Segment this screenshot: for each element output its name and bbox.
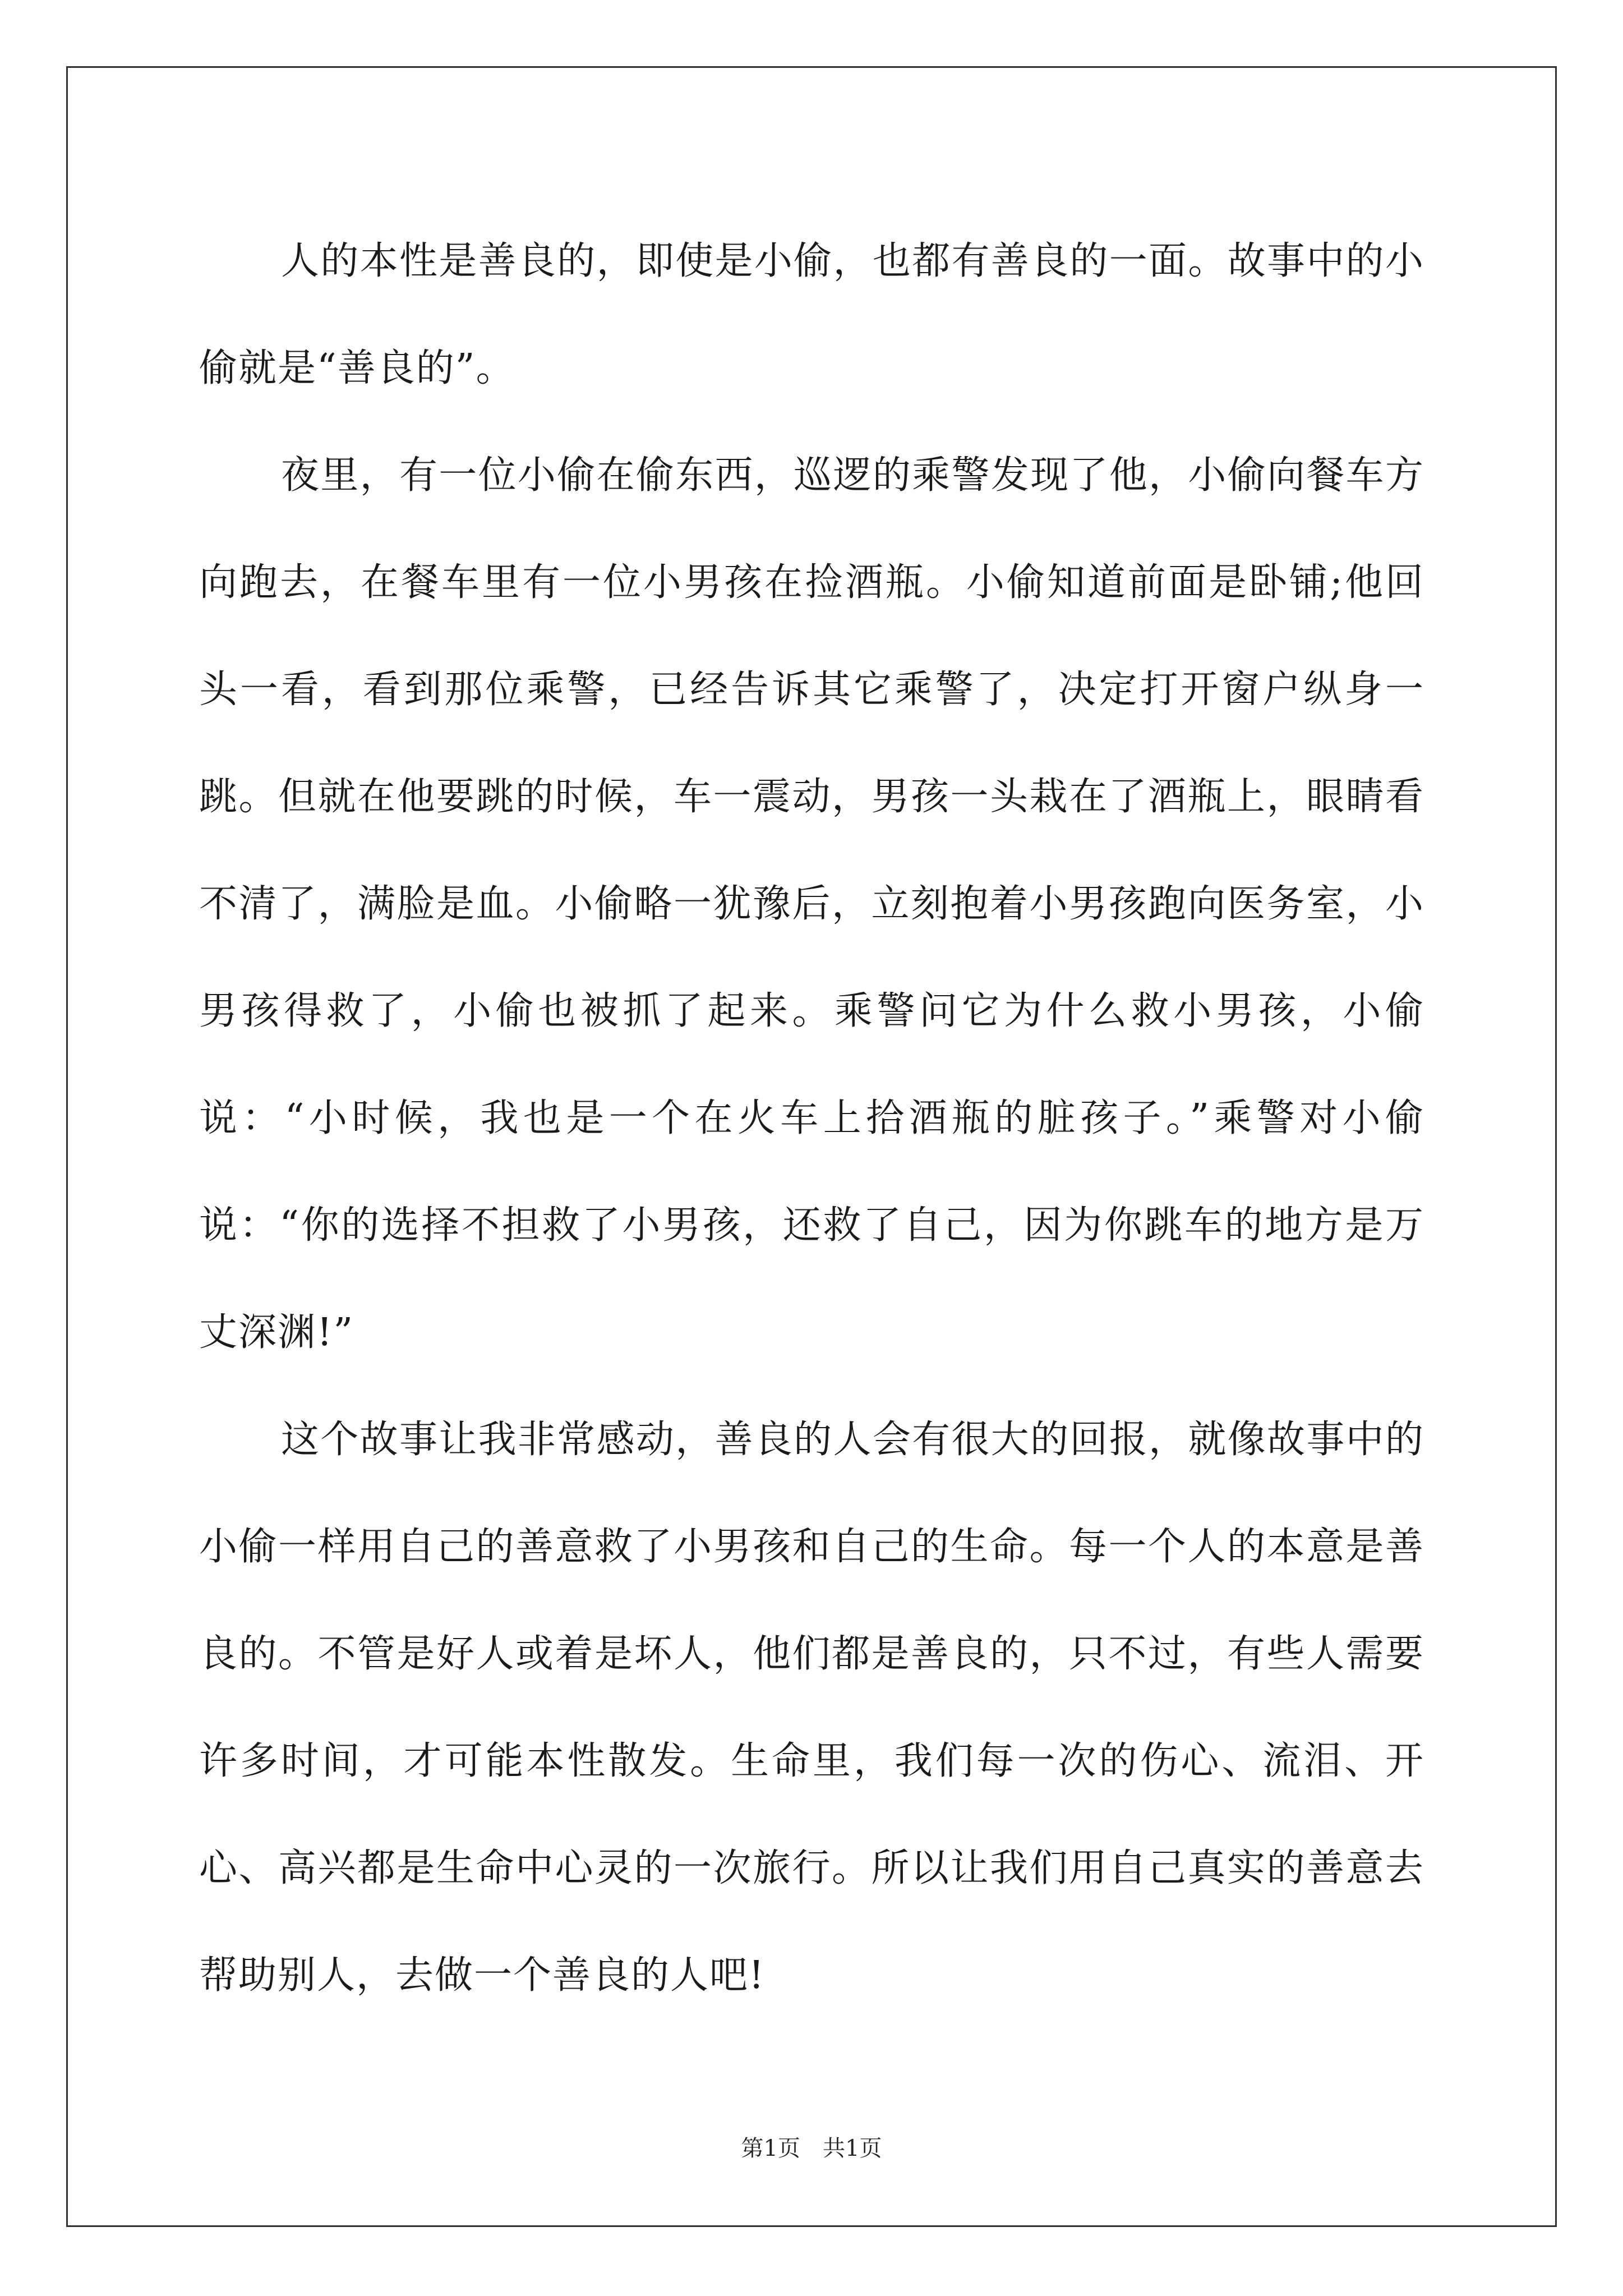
page-number-footer: 第1页 共1页 (741, 2136, 882, 2161)
paragraph-2: 夜里，有一位小偷在偷东西，巡逻的乘警发现了他，小偷向餐车方向跑去，在餐车里有一位小男孩在捡酒瓶。小偷知道前面是卧铺;他回头一看，看到那位乘警，已经告诉其它乘警了，决定打开窗户纵身一跳。但就在他要跳的时候，车一震动，男孩一头栽在了酒瓶上，眼睛看不清了，满脸是血。小偷略一犹豫后，立刻抱着小男孩跑向医务室，小男孩得救了，小偷也被抓了起来。乘警问它为什么救小男孩，小偷说：“小时候，我也是一个在火车上拾酒瓶的脏孩子。”乘警对小偷说：“你的选择不担救了小男孩，还救了自己，因为你跳车的地方是万丈深渊!” (199, 453, 1424, 1355)
paragraph-1: 人的本性是善良的，即使是小偷，也都有善良的一面。故事中的小偷就是“善良的”。 (199, 239, 1424, 390)
paragraph-3: 这个故事让我非常感动，善良的人会有很大的回报，就像故事中的小偷一样用自己的善意救了小男孩和自己的生命。每一个人的本意是善良的。不管是好人或着是坏人，他们都是善良的，只不过，有些人需要许多时间，才可能本性散发。生命里，我们每一次的伤心、流泪、开心、高兴都是生命中心灵的一次旅行。所以让我们用自己真实的善意去帮助别人，去做一个善良的人吧! (199, 1418, 1424, 1998)
document-body (199, 208, 1424, 2029)
